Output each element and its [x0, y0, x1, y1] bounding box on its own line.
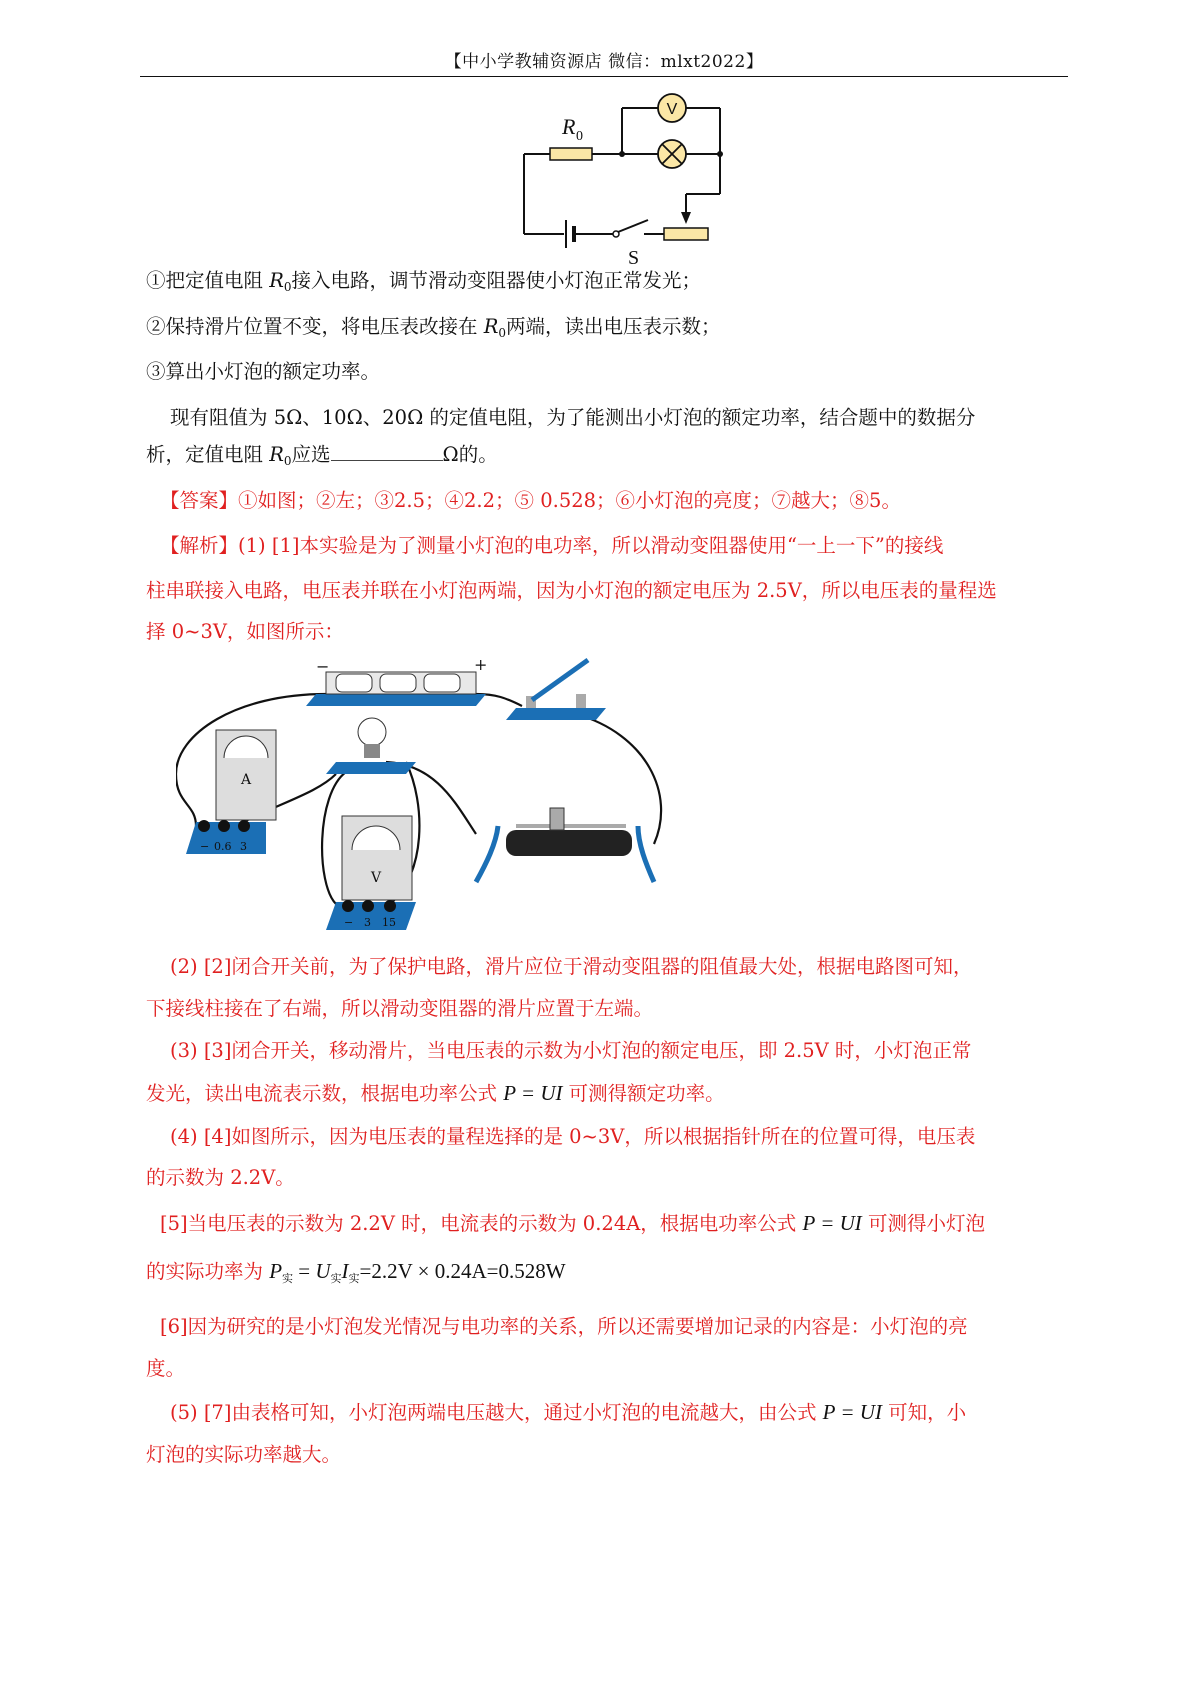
battery-box: [306, 655, 487, 706]
svg-text:3: 3: [240, 840, 247, 853]
analysis-p3-line1: (3) [3]闭合开关，移动滑片，当电压表的示数为小灯泡的额定电压，即 2.5V 时，小灯泡正常: [170, 1039, 972, 1062]
svg-text:−: −: [344, 916, 354, 929]
r0-sub: 0: [576, 129, 583, 144]
analysis-p5-line2: 的实际功率为 $P_实 = U_实I_实=2.2V \times 0.24A=0.528W$: [146, 1259, 566, 1285]
svg-text:−: −: [316, 657, 330, 676]
analysis-p4-line1: (4) [4]如图所示，因为电压表的量程选择的是 0~3V，所以根据指针所在的位置可得，电压表: [170, 1125, 976, 1148]
r0-label: R: [562, 114, 576, 139]
analysis-p2-line2: 下接线柱接在了右端，所以滑动变阻器的滑片应置于左端。: [146, 997, 654, 1020]
svg-text:3: 3: [364, 916, 371, 929]
circuit-diagram: [490, 84, 760, 274]
analysis-p1-line2: 柱串联接入电路，电压表并联在小灯泡两端，因为小灯泡的额定电压为 2.5V，所以电压表的量程选: [146, 579, 997, 602]
analysis-p1-line1: 【解析】(1) [1]本实验是为了测量小灯泡的电功率，所以滑动变阻器使用“一上一下”的接线: [160, 534, 944, 557]
analysis-p2-line1: (2) [2]闭合开关前，为了保护电路，滑片应位于滑动变阻器的阻值最大处，根据电路图可知，: [170, 955, 973, 978]
svg-text:A: A: [240, 772, 252, 788]
svg-text:15: 15: [382, 916, 396, 929]
answer-tag: 【答案】: [160, 489, 239, 512]
step-1: ①把定值电阻 $R_0$接入电路，调节滑动变阻器使小灯泡正常发光；: [146, 269, 702, 294]
formula-pui-2: P = UI: [802, 1211, 862, 1235]
analysis-p7-line1: (5) [7]由表格可知，小灯泡两端电压越大，通过小灯泡的电流越大，由公式 P = UI 可知，小: [170, 1400, 967, 1424]
analysis-p4-line2: 的示数为 2.2V。: [146, 1166, 295, 1189]
analysis-p6-line1: [6]因为研究的是小灯泡发光情况与电功率的关系，所以还需要增加记录的内容是：小灯泡的亮: [160, 1315, 968, 1338]
analysis-tag: 【解析】: [160, 534, 239, 557]
formula-pui-3: P = UI: [822, 1400, 882, 1424]
rheostat: [476, 808, 654, 882]
header-rule: [140, 76, 1068, 77]
page-header: 【中小学教辅资源店 微信：mlxt2022】: [444, 52, 764, 72]
svg-text:0.6: 0.6: [214, 840, 232, 853]
r0-resistor: [550, 148, 592, 160]
voltmeter: [326, 816, 416, 930]
analysis-p7-line2: 灯泡的实际功率越大。: [146, 1443, 342, 1466]
lamp-holder: [326, 718, 416, 774]
rheostat-symbol: [664, 228, 708, 240]
analysis-p1-line3: 择 0~3V，如图所示：: [146, 620, 344, 643]
analysis-p6-line2: 度。: [146, 1357, 186, 1380]
ammeter: [186, 730, 276, 854]
voltmeter-label: V: [666, 101, 678, 118]
question-line-2: 析，定值电阻 $R_0$应选 Ω的。: [146, 440, 1066, 476]
wiring-diagram: [176, 654, 736, 944]
analysis-p5-line1: [5]当电压表的示数为 2.2V 时，电流表的示数为 0.24A，根据电功率公式 P = UI 可测得小灯泡: [160, 1211, 985, 1235]
step-2: ②保持滑片位置不变，将电压表改接在 $R_0$两端，读出电压表示数；: [146, 315, 721, 340]
svg-text:V: V: [370, 870, 382, 886]
answer-line: 【答案】①如图；②左；③2.5；④2.2；⑤ 0.528；⑥小灯泡的亮度；⑦越大；⑧5。: [160, 489, 901, 512]
svg-text:+: +: [474, 655, 488, 674]
answer-blank: [331, 440, 443, 461]
question-line-1: 现有阻值为 5Ω、10Ω、20Ω 的定值电阻，为了能测出小灯泡的额定功率，结合题中的数据分: [170, 406, 976, 429]
formula-pui: P = UI: [503, 1081, 563, 1105]
formula-real-power: $P_实 = U_实I_实=2.2V \times 0.24A=0.528W$: [269, 1259, 566, 1285]
step-3: ③算出小灯泡的额定功率。: [146, 360, 381, 383]
knife-switch: [506, 660, 606, 720]
svg-text:−: −: [200, 840, 210, 853]
analysis-p3-line2: 发光，读出电流表示数，根据电功率公式 P = UI 可测得额定功率。: [146, 1081, 725, 1105]
switch-symbol: [618, 220, 648, 232]
switch-label: S: [628, 247, 640, 269]
